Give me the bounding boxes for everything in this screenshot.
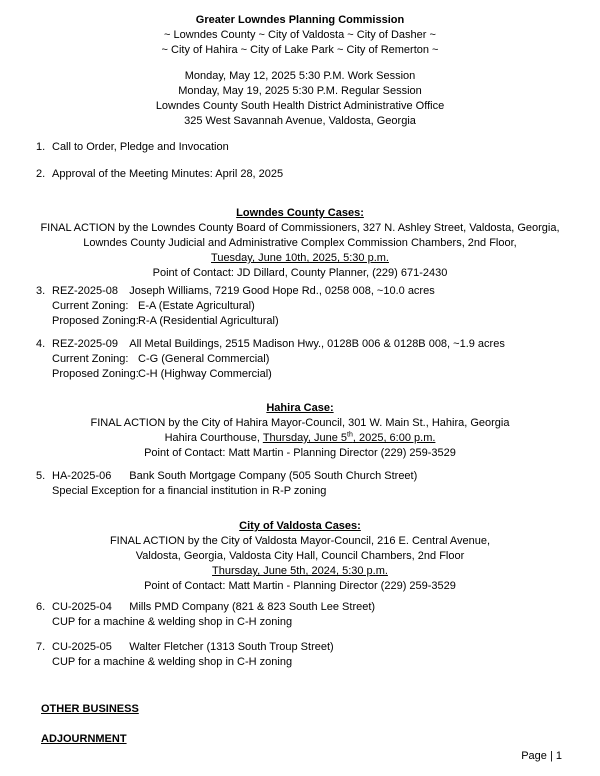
item-number: 3. <box>36 285 46 297</box>
section-title: Lowndes County Cases: <box>236 207 364 219</box>
other-business-heading: OTHER BUSINESS <box>41 703 139 715</box>
point-of-contact: Point of Contact: Matt Martin - Planning Director (229) 259-3529 <box>144 580 456 592</box>
current-zoning-label: Current Zoning: <box>52 353 129 365</box>
org-title: Greater Lowndes Planning Commission <box>195 14 405 26</box>
final-action-line-1: FINAL ACTION by the City of Valdosta Mayor-Council, 216 E. Central Avenue, <box>109 535 491 547</box>
case-description: Walter Fletcher (1313 South Troup Street) <box>129 641 334 653</box>
case-number: REZ-2025-09 <box>52 338 119 350</box>
proposed-zoning-label: Proposed Zoning: <box>52 368 139 380</box>
proposed-zoning-value: R-A (Residential Agricultural) <box>138 315 279 327</box>
meeting-info <box>0 69 600 129</box>
work-session: Monday, May 12, 2025 5:30 P.M. Work Session <box>184 70 416 82</box>
section-title: Hahira Case: <box>266 402 334 414</box>
case-description: Bank South Mortgage Company (505 South Church Street) <box>129 470 418 482</box>
page-number: Page | 1 <box>521 750 562 762</box>
case-description: All Metal Buildings, 2515 Madison Hwy., 0128B 006 & 0128B 008, ~1.9 acres <box>129 338 505 350</box>
proposed-zoning-label: Proposed Zoning: <box>52 315 139 327</box>
proposed-zoning-value: C-H (Highway Commercial) <box>138 368 272 380</box>
case-note: Special Exception for a financial institution in R-P zoning <box>52 485 327 497</box>
item-text: Call to Order, Pledge and Invocation <box>52 141 229 153</box>
item-number: 5. <box>36 470 46 482</box>
case-number: CU-2025-04 <box>52 601 112 613</box>
venue-address: 325 West Savannah Avenue, Valdosta, Georgia <box>184 115 416 127</box>
case-description: Mills PMD Company (821 & 823 South Lee Street) <box>129 601 376 613</box>
current-zoning-value: C-G (General Commercial) <box>138 353 270 365</box>
header <box>0 13 600 58</box>
jurisdictions-line-1: ~ Lowndes County ~ City of Valdosta ~ City of Dasher ~ <box>164 29 436 41</box>
section-title: City of Valdosta Cases: <box>239 520 361 532</box>
case-number: HA-2025-06 <box>52 470 112 482</box>
item-number: 4. <box>36 338 46 350</box>
point-of-contact: Point of Contact: Matt Martin - Planning Director (229) 259-3529 <box>144 447 456 459</box>
final-action-line-2: Lowndes County Judicial and Administrative Complex Commission Chambers, 2nd Floor, <box>83 237 517 249</box>
item-text: Approval of the Meeting Minutes: April 28, 2025 <box>52 168 284 180</box>
item-number: 7. <box>36 641 46 653</box>
final-action-line-2: Valdosta, Georgia, Valdosta City Hall, Council Chambers, 2nd Floor <box>135 550 465 562</box>
valdosta-section <box>0 519 600 594</box>
lowndes-section <box>0 206 600 281</box>
item-number: 2. <box>36 168 46 180</box>
meeting-date: Thursday, June 5th, 2024, 5:30 p.m. <box>212 565 388 577</box>
adjournment-heading: ADJOURNMENT <box>41 733 127 745</box>
item-number: 6. <box>36 601 46 613</box>
final-action-line-1: FINAL ACTION by the City of Hahira Mayor-Council, 301 W. Main St., Hahira, Georgia <box>90 417 510 429</box>
case-note: CUP for a machine & welding shop in C-H zoning <box>52 616 293 628</box>
final-action-line-1: FINAL ACTION by the Lowndes County Board of Commissioners, 327 N. Ashley Street, Valdosta, Georgia, <box>40 222 560 234</box>
current-zoning-label: Current Zoning: <box>52 300 129 312</box>
item-number: 1. <box>36 141 46 153</box>
case-description: Joseph Williams, 7219 Good Hope Rd., 0258 008, ~10.0 acres <box>129 285 435 297</box>
jurisdictions-line-2: ~ City of Hahira ~ City of Lake Park ~ City of Remerton ~ <box>161 44 439 56</box>
regular-session: Monday, May 19, 2025 5:30 P.M. Regular Session <box>178 85 422 97</box>
case-number: REZ-2025-08 <box>52 285 119 297</box>
meeting-date: Hahira Courthouse, Thursday, June 5th, 2025, 6:00 p.m. <box>164 431 436 444</box>
meeting-date: Tuesday, June 10th, 2025, 5:30 p.m. <box>211 252 389 264</box>
case-note: CUP for a machine & welding shop in C-H zoning <box>52 656 293 668</box>
current-zoning-value: E-A (Estate Agricultural) <box>138 300 255 312</box>
venue: Lowndes County South Health District Administrative Office <box>155 100 445 112</box>
hahira-section <box>0 401 600 461</box>
point-of-contact: Point of Contact: JD Dillard, County Planner, (229) 671-2430 <box>152 267 448 279</box>
case-number: CU-2025-05 <box>52 641 112 653</box>
